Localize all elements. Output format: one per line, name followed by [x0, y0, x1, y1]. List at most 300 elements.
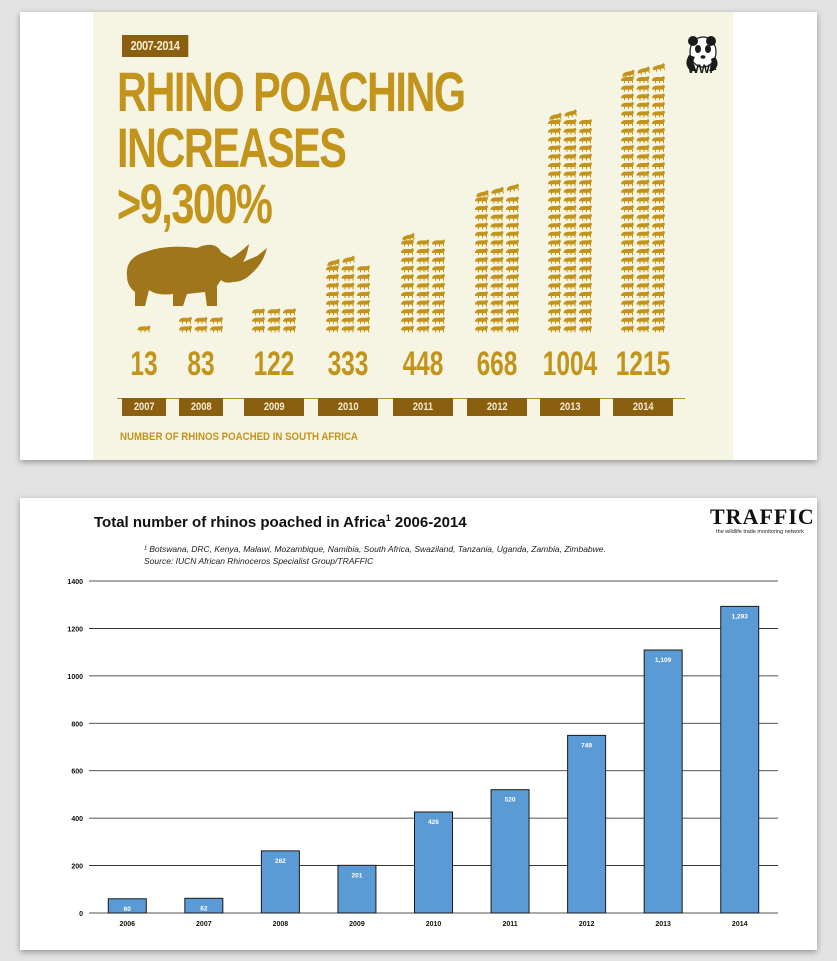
- rhino-icon: [357, 308, 370, 315]
- headline-line-1: RHINO POACHING: [117, 60, 465, 123]
- rhino-icon: [475, 325, 488, 332]
- rhino-icon: [268, 317, 281, 324]
- rhino-icon: [401, 308, 414, 315]
- x-tick-label: 2008: [272, 921, 289, 928]
- rhino-icon: [579, 300, 592, 307]
- rhino-icon: [283, 308, 296, 315]
- rhino-icon: [506, 291, 519, 298]
- rhino-icon: [548, 248, 561, 255]
- rhino-icon: [637, 162, 650, 169]
- rhino-icon: [637, 171, 650, 178]
- year-label: 2014: [632, 401, 654, 413]
- rhino-icon: [579, 257, 592, 264]
- rhino-icon: [417, 300, 430, 307]
- rhino-icon: [491, 239, 504, 246]
- rhino-icon: [548, 205, 561, 212]
- rhino-icon: [621, 317, 634, 324]
- rhino-icon: [401, 239, 414, 246]
- rhino-icon: [652, 136, 665, 143]
- rhino-icon: [210, 325, 223, 332]
- rhino-icon: [637, 119, 650, 126]
- rhino-icon: [506, 183, 520, 193]
- y-tick-label: 800: [71, 721, 83, 729]
- rhino-icon: [401, 325, 414, 332]
- rhino-icon: [621, 274, 634, 281]
- rhino-icon: [652, 128, 665, 135]
- rhino-icon: [637, 85, 650, 92]
- rhino-icon: [432, 300, 445, 307]
- rhino-icon: [548, 282, 561, 289]
- rhino-icon: [579, 153, 592, 160]
- source-note: Source: IUCN African Rhinoceros Specialist Group/TRAFFIC: [144, 556, 374, 566]
- rhino-icon: [417, 317, 430, 324]
- count-label-2014: 1215: [615, 345, 671, 383]
- data-label: 201: [351, 872, 363, 880]
- rhino-icon: [326, 325, 339, 332]
- rhino-icon: [564, 248, 577, 255]
- rhino-icon: [564, 308, 577, 315]
- rhino-icon: [548, 231, 561, 238]
- rhino-icon: [564, 196, 577, 203]
- rhino-icon: [637, 282, 650, 289]
- count-label-2007: 13: [130, 345, 158, 383]
- rhino-icon: [506, 239, 519, 246]
- rhino-icon: [548, 274, 561, 281]
- rhino-icon: [652, 231, 665, 238]
- x-tick-label: 2009: [349, 921, 365, 928]
- rhino-icon: [652, 153, 665, 160]
- y-tick-label: 1400: [67, 579, 83, 586]
- x-tick-label: 2006: [119, 921, 136, 928]
- rhino-icon: [564, 205, 577, 212]
- rhino-icon: [506, 214, 519, 221]
- rhino-icon: [652, 188, 665, 195]
- rhino-icon: [548, 325, 561, 332]
- rhino-icon: [637, 300, 650, 307]
- rhino-icon: [195, 325, 208, 332]
- rhino-icon: [637, 66, 651, 76]
- rhino-icon: [579, 282, 592, 289]
- rhino-icon: [621, 265, 634, 272]
- rhino-icon: [548, 136, 561, 143]
- rhino-icon: [417, 308, 430, 315]
- rhino-icon: [548, 145, 561, 152]
- rhino-icon: [506, 325, 519, 332]
- year-label: 2007: [133, 401, 155, 413]
- rhino-icon: [564, 265, 577, 272]
- rhino-icon: [475, 300, 488, 307]
- rhino-icon: [548, 196, 561, 203]
- rhino-icon: [491, 317, 504, 324]
- rhino-icon: [579, 179, 592, 186]
- rhino-icon: [652, 214, 665, 221]
- year-label: 2010: [337, 401, 359, 413]
- x-tick-label: 2010: [425, 921, 442, 928]
- rhino-icon: [564, 214, 577, 221]
- rhino-icon: [564, 274, 577, 281]
- rhino-icon: [342, 274, 355, 281]
- rhino-icon: [621, 205, 634, 212]
- rhino-icon: [621, 214, 634, 221]
- wwf-infographic-panel: [93, 12, 733, 460]
- rhino-icon: [491, 325, 504, 332]
- rhino-icon: [268, 325, 281, 332]
- rhino-icon: [475, 214, 488, 221]
- rhino-icon: [652, 196, 665, 203]
- pictogram-bar-2013: [548, 109, 592, 332]
- rhino-icon: [432, 239, 445, 246]
- rhino-icon: [637, 291, 650, 298]
- rhino-icon: [564, 119, 577, 126]
- count-label-2013: 1004: [542, 345, 598, 383]
- rhino-icon: [652, 274, 665, 281]
- rhino-icon: [506, 282, 519, 289]
- rhino-icon: [548, 119, 561, 126]
- rhino-icon: [637, 205, 650, 212]
- rhino-icon: [564, 282, 577, 289]
- rhino-icon: [579, 128, 592, 135]
- data-label: 749: [581, 742, 593, 750]
- rhino-icon: [652, 325, 665, 332]
- rhino-icon: [637, 153, 650, 160]
- rhino-icon: [326, 282, 339, 289]
- rhino-icon: [621, 145, 634, 152]
- rhino-icon: [432, 257, 445, 264]
- rhino-icon: [652, 239, 665, 246]
- rhino-icon: [417, 239, 430, 246]
- rhino-icon: [491, 231, 504, 238]
- rhino-icon: [637, 179, 650, 186]
- rhino-icon: [548, 171, 561, 178]
- rhino-icon: [621, 308, 634, 315]
- headline-line-2: INCREASES: [117, 116, 346, 179]
- rhino-icon: [548, 222, 561, 229]
- rhino-icon: [210, 317, 223, 324]
- rhino-icon: [475, 291, 488, 298]
- rhino-icon: [579, 188, 592, 195]
- rhino-icon: [475, 308, 488, 315]
- rhino-icon: [621, 93, 634, 100]
- traffic-tagline: the wildlife trade monitoring network: [716, 529, 804, 535]
- rhino-icon: [637, 76, 650, 83]
- rhino-icon: [342, 291, 355, 298]
- rhino-icon: [548, 239, 561, 246]
- rhino-icon: [637, 196, 650, 203]
- rhino-icon: [579, 274, 592, 281]
- rhino-icon: [637, 239, 650, 246]
- year-tab-2010: [318, 398, 378, 416]
- rhino-icon: [326, 291, 339, 298]
- rhino-icon: [475, 274, 488, 281]
- rhino-icon: [342, 265, 355, 272]
- rhino-icon: [491, 265, 504, 272]
- rhino-icon: [621, 162, 634, 169]
- rhino-icon: [548, 291, 561, 298]
- data-label: 262: [274, 857, 286, 865]
- pictogram-bar-2012: [475, 183, 520, 332]
- year-tab-2007: [122, 398, 166, 416]
- rhino-icon: [491, 205, 504, 212]
- rhino-icon: [432, 248, 445, 255]
- rhino-icon: [652, 119, 665, 126]
- rhino-icon: [432, 282, 445, 289]
- rhino-icon: [637, 136, 650, 143]
- rhino-icon: [548, 214, 561, 221]
- rhino-icon: [491, 274, 504, 281]
- rhino-icon: [652, 85, 665, 92]
- rhino-icon: [252, 325, 265, 332]
- rhino-icon: [491, 186, 505, 196]
- rhino-icon: [417, 248, 430, 255]
- pictogram-bar-2010: [326, 255, 370, 332]
- rhino-icon: [621, 119, 634, 126]
- rhino-icon: [548, 179, 561, 186]
- rhino-icon: [579, 145, 592, 152]
- rhino-icon: [579, 222, 592, 229]
- rhino-icon: [548, 257, 561, 264]
- rhino-icon: [548, 188, 561, 195]
- data-label: 60: [123, 905, 131, 913]
- rhino-icon: [564, 325, 577, 332]
- rhino-icon: [652, 257, 665, 264]
- chart-title-suffix: 2006-2014: [390, 514, 467, 531]
- rhino-icon: [506, 248, 519, 255]
- rhino-icon: [475, 222, 488, 229]
- year-tab-2009: [244, 398, 304, 416]
- rhino-icon: [652, 162, 665, 169]
- rhino-icon: [579, 171, 592, 178]
- rhino-icon: [637, 308, 650, 315]
- rhino-icon: [548, 317, 561, 324]
- rhino-icon: [357, 317, 370, 324]
- rhino-icon: [357, 274, 370, 281]
- rhino-icon: [637, 128, 650, 135]
- rhino-icon: [652, 171, 665, 178]
- rhino-icon: [579, 162, 592, 169]
- rhino-icon: [475, 239, 488, 246]
- countries-footnote: ¹ Botswana, DRC, Kenya, Malawi, Mozambique, Namibia, South Africa, Swaziland, Tanzania, Uganda, Zambia, Zimbabwe.: [144, 544, 606, 554]
- data-label: 520: [504, 796, 516, 804]
- rhino-icon: [652, 110, 665, 117]
- bar-chart: [20, 498, 817, 950]
- rhino-icon: [564, 109, 578, 119]
- rhino-icon: [475, 257, 488, 264]
- rhino-icon: [475, 231, 488, 238]
- rhino-icon: [579, 248, 592, 255]
- rhino-icon: [268, 308, 281, 315]
- pictogram-bar-2014: [621, 63, 666, 333]
- rhino-icon: [195, 317, 208, 324]
- bar-2010: [415, 812, 453, 913]
- rhino-icon: [637, 214, 650, 221]
- rhino-icon: [401, 291, 414, 298]
- rhino-icon: [326, 300, 339, 307]
- rhino-icon: [637, 110, 650, 117]
- rhino-icon: [621, 179, 634, 186]
- rhino-icon: [579, 205, 592, 212]
- wwf-logo-text: WWF: [687, 62, 717, 76]
- rhino-icon: [283, 317, 296, 324]
- rhino-icon: [401, 257, 414, 264]
- y-tick-label: 1200: [67, 626, 83, 634]
- rhino-icon: [506, 257, 519, 264]
- rhino-icon: [342, 308, 355, 315]
- x-tick-label: 2014: [731, 921, 748, 928]
- rhino-icon: [621, 171, 634, 178]
- rhino-icon: [637, 93, 650, 100]
- rhino-icon: [548, 300, 561, 307]
- rhino-icon: [252, 317, 265, 324]
- rhino-icon: [579, 136, 592, 143]
- rhino-icon: [491, 222, 504, 229]
- count-label-2010: 333: [327, 345, 369, 383]
- y-tick-label: 600: [71, 768, 83, 776]
- rhino-icon: [475, 282, 488, 289]
- rhino-icon: [138, 325, 151, 332]
- rhino-icon: [579, 308, 592, 315]
- rhino-icon: [652, 300, 665, 307]
- rhino-icon: [579, 317, 592, 324]
- rhino-icon: [621, 222, 634, 229]
- rhino-icon: [564, 317, 577, 324]
- pictogram-bar-2007: [138, 325, 151, 332]
- rhino-icon: [491, 196, 504, 203]
- rhino-icon: [491, 308, 504, 315]
- rhino-icon: [475, 196, 488, 203]
- rhino-icon: [621, 282, 634, 289]
- rhino-icon: [637, 188, 650, 195]
- rhino-icon: [506, 317, 519, 324]
- rhino-icon: [621, 76, 634, 83]
- rhino-icon: [491, 291, 504, 298]
- pictogram-bar-2008: [179, 317, 223, 333]
- rhino-icon: [401, 248, 414, 255]
- rhino-icon: [621, 196, 634, 203]
- rhino-icon: [179, 325, 192, 332]
- y-tick-label: 1000: [67, 673, 83, 681]
- rhino-icon: [652, 93, 665, 100]
- rhino-icon: [564, 162, 577, 169]
- rhino-icon: [491, 248, 504, 255]
- rhino-icon: [652, 248, 665, 255]
- rhino-icon: [652, 291, 665, 298]
- rhino-icon: [621, 153, 634, 160]
- rhino-icon: [637, 231, 650, 238]
- rhino-icon: [652, 102, 665, 109]
- rhino-icon: [564, 231, 577, 238]
- rhino-icon: [564, 145, 577, 152]
- year-tab-2012: [467, 398, 527, 416]
- rhino-icon: [621, 300, 634, 307]
- rhino-icon: [417, 265, 430, 272]
- rhino-icon: [637, 102, 650, 109]
- rhino-icon: [652, 145, 665, 152]
- rhino-icon: [548, 128, 561, 135]
- rhino-icon: [579, 119, 592, 126]
- rhino-icon: [342, 300, 355, 307]
- rhino-icon: [506, 222, 519, 229]
- year-label: 2011: [412, 401, 434, 413]
- rhino-icon: [475, 248, 488, 255]
- rhino-icon: [637, 325, 650, 332]
- count-label-2009: 122: [253, 345, 295, 383]
- rhino-icon: [621, 291, 634, 298]
- chart-title-text: Total number of rhinos poached in Africa: [94, 514, 386, 531]
- rhino-icon: [621, 136, 634, 143]
- year-label: 2012: [486, 401, 508, 413]
- year-tab-2013: [540, 398, 600, 416]
- rhino-icon: [637, 257, 650, 264]
- rhino-icon: [491, 282, 504, 289]
- rhino-icon: [637, 274, 650, 281]
- rhino-icon: [432, 317, 445, 324]
- rhino-icon: [637, 317, 650, 324]
- rhino-icon: [326, 265, 339, 272]
- rhino-icon: [417, 325, 430, 332]
- rhino-icon: [401, 282, 414, 289]
- rhino-icon: [652, 179, 665, 186]
- rhino-icon: [621, 239, 634, 246]
- year-tab-2011: [393, 398, 453, 416]
- rhino-icon: [417, 291, 430, 298]
- rhino-icon: [506, 265, 519, 272]
- bar-2011: [491, 790, 529, 913]
- traffic-logo: TRAFFIC: [710, 504, 815, 529]
- rhino-icon: [548, 265, 561, 272]
- rhino-icon: [401, 300, 414, 307]
- rhino-icon: [432, 308, 445, 315]
- rhino-icon: [432, 265, 445, 272]
- data-label: 62: [200, 905, 208, 913]
- rhino-icon: [326, 274, 339, 281]
- rhino-icon: [432, 325, 445, 332]
- rhino-icon: [621, 128, 634, 135]
- year-label: 2008: [190, 401, 212, 413]
- rhino-icon: [506, 196, 519, 203]
- rhino-icon: [564, 257, 577, 264]
- rhino-icon: [652, 76, 665, 83]
- count-label-2011: 448: [402, 345, 444, 383]
- rhino-icon: [652, 317, 665, 324]
- rhino-icon: [252, 308, 265, 315]
- pictogram-bar-2011: [401, 233, 445, 333]
- rhino-icon: [475, 317, 488, 324]
- rhino-icon: [179, 317, 192, 324]
- x-tick-label: 2007: [196, 921, 212, 928]
- rhino-icon: [357, 325, 370, 332]
- rhino-icon: [432, 274, 445, 281]
- rhino-icon: [564, 222, 577, 229]
- rhino-icon: [506, 300, 519, 307]
- rhino-icon: [652, 63, 666, 73]
- rhino-icon: [401, 317, 414, 324]
- rhino-icon: [579, 214, 592, 221]
- rhino-icon: [652, 205, 665, 212]
- rhino-icon: [564, 179, 577, 186]
- pictogram-bar-2009: [252, 308, 296, 332]
- bar-2014: [721, 606, 759, 913]
- rhino-icon: [652, 265, 665, 272]
- rhino-icon: [342, 255, 356, 265]
- rhino-icon: [564, 239, 577, 246]
- data-label: 1,293: [731, 613, 748, 621]
- rhino-icon: [475, 265, 488, 272]
- rhino-icon: [621, 325, 634, 332]
- rhino-icon: [417, 257, 430, 264]
- rhino-icon: [342, 282, 355, 289]
- year-label: 2013: [559, 401, 581, 413]
- rhino-icon: [637, 248, 650, 255]
